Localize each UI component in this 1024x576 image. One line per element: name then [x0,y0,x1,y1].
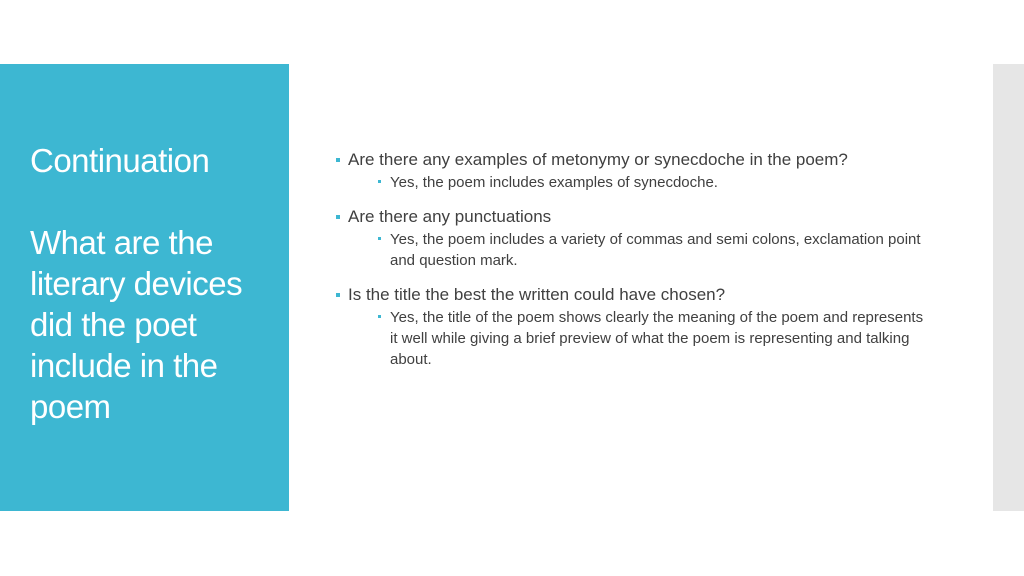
bullet-icon [336,215,340,219]
question-row [336,283,956,307]
answer-row [378,172,930,193]
answer-row [378,229,930,271]
bullet-icon [378,315,381,318]
answer-text: Yes, the poem includes examples of synecdoche. [390,174,718,191]
answer-text: Yes, the title of the poem shows clearly the meaning of the poem and represents it well while giving a brief preview of what the poem is representing and talking about. [390,309,924,368]
title-line: include in the [30,347,218,384]
bullet-icon [378,237,381,240]
question-text: Are there any examples of metonymy or synecdoche in the poem? [348,150,848,169]
question-row [336,148,956,172]
answer-text: Yes, the poem includes a variety of commas and semi colons, exclamation point and question mark. [390,231,921,269]
question-row [336,205,956,229]
question-text: Are there any punctuations [348,207,552,226]
title-spacer [30,181,280,222]
bullet-icon [336,158,340,162]
list-item [336,205,956,271]
title-line: did the poet [30,306,197,343]
title-line: What are the [30,224,213,261]
bullet-list [336,148,956,382]
side-strip [993,64,1024,511]
list-item [336,148,956,193]
question-text: Is the title the best the written could have chosen? [348,285,726,304]
answer-row [378,307,930,370]
bullet-icon [378,180,381,183]
bullet-icon [336,293,340,297]
title-line: Continuation [30,142,210,179]
list-item [336,283,956,370]
title-line: literary devices [30,265,243,302]
slide-title [30,140,280,427]
title-line: poem [30,388,111,425]
